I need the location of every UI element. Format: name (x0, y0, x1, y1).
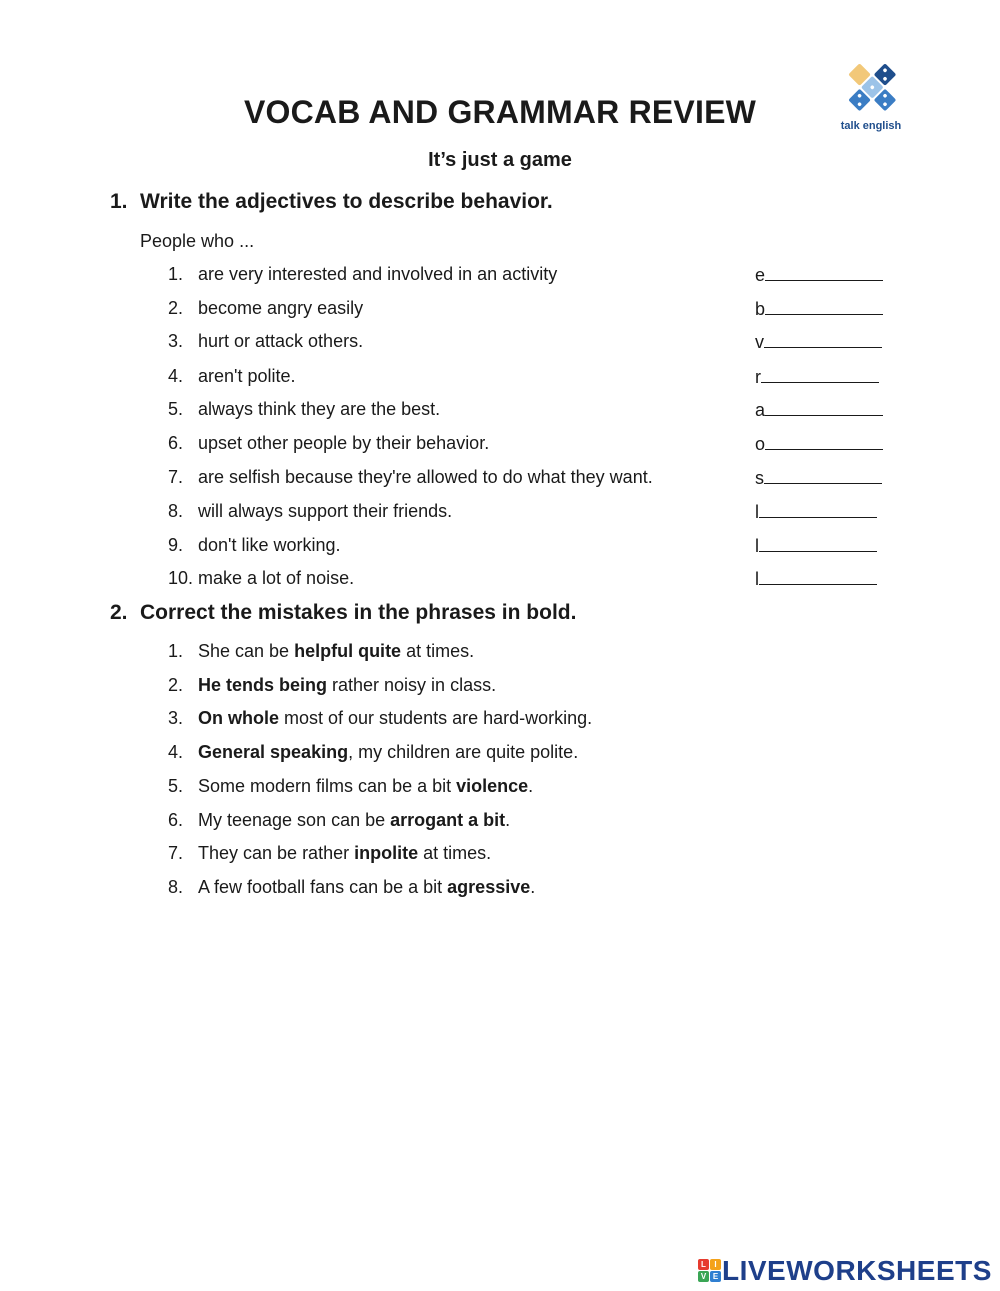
section-2-title: Correct the mistakes in the phrases in bold. (140, 601, 577, 624)
answer-field[interactable]: l (755, 535, 877, 557)
list-item: 4. General speaking, my children are quite polite. (168, 742, 579, 762)
bold-phrase: inpolite (354, 843, 419, 863)
bold-phrase: He tends being (198, 675, 328, 695)
section-1-title: Write the adjectives to describe behavior. (140, 190, 553, 213)
answer-field[interactable]: s (755, 467, 882, 489)
bold-phrase: General speaking (198, 742, 349, 762)
answer-field[interactable]: r (755, 366, 879, 388)
bold-phrase: arrogant a bit (390, 810, 506, 830)
answer-field[interactable]: v (755, 331, 882, 353)
list-item: 5. Some modern films can be a bit violence. (168, 776, 534, 796)
section-1-heading (110, 190, 553, 214)
list-item: 2. become angry easily (168, 298, 364, 318)
list-item: 3. hurt or attack others. (168, 331, 364, 351)
list-item: 8. A few football fans can be a bit agressive. (168, 877, 536, 897)
section-2-number: 2. (110, 601, 128, 624)
list-item: 7. They can be rather inpolite at times. (168, 843, 492, 863)
answer-field[interactable]: o (755, 433, 883, 455)
list-item: 10. make a lot of noise. (168, 568, 355, 588)
bold-phrase: violence (456, 776, 529, 796)
list-item: 9. don't like working. (168, 535, 341, 555)
section-1-number: 1. (110, 190, 128, 213)
answer-field[interactable]: l (755, 501, 877, 523)
answer-field[interactable]: l (755, 568, 877, 590)
answer-field[interactable]: e (755, 264, 883, 286)
section-2-heading (110, 601, 576, 625)
liveworksheets-wordmark: LIVEWORKSHEETS (722, 1255, 992, 1286)
page-title: VOCAB AND GRAMMAR REVIEW (243, 94, 757, 130)
list-item: 6. upset other people by their behavior. (168, 433, 490, 453)
list-item: 4. aren't polite. (168, 366, 296, 386)
logo-text: talk english (840, 120, 902, 132)
bold-phrase: On whole (198, 708, 279, 728)
liveworksheets-icon: L I V E (698, 1259, 724, 1283)
list-item: 1. are very interested and involved in an activity (168, 264, 558, 284)
list-item: 3. On whole most of our students are hard-working. (168, 708, 593, 728)
answer-field[interactable]: a (755, 399, 883, 421)
list-item: 7. are selfish because they're allowed to do what they want. (168, 467, 653, 487)
bold-phrase: agressive (447, 877, 531, 897)
bold-phrase: helpful quite (294, 641, 402, 661)
list-item: 2. He tends being rather noisy in class. (168, 675, 497, 695)
answer-field[interactable]: b (755, 298, 883, 320)
list-item: 6. My teenage son can be arrogant a bit. (168, 810, 511, 830)
page-subtitle: It’s just a game (428, 149, 572, 171)
list-item: 1. She can be helpful quite at times. (168, 641, 475, 661)
list-item: 8. will always support their friends. (168, 501, 453, 521)
list-item: 5. always think they are the best. (168, 399, 441, 419)
section-1-intro: People who ... (140, 231, 255, 251)
